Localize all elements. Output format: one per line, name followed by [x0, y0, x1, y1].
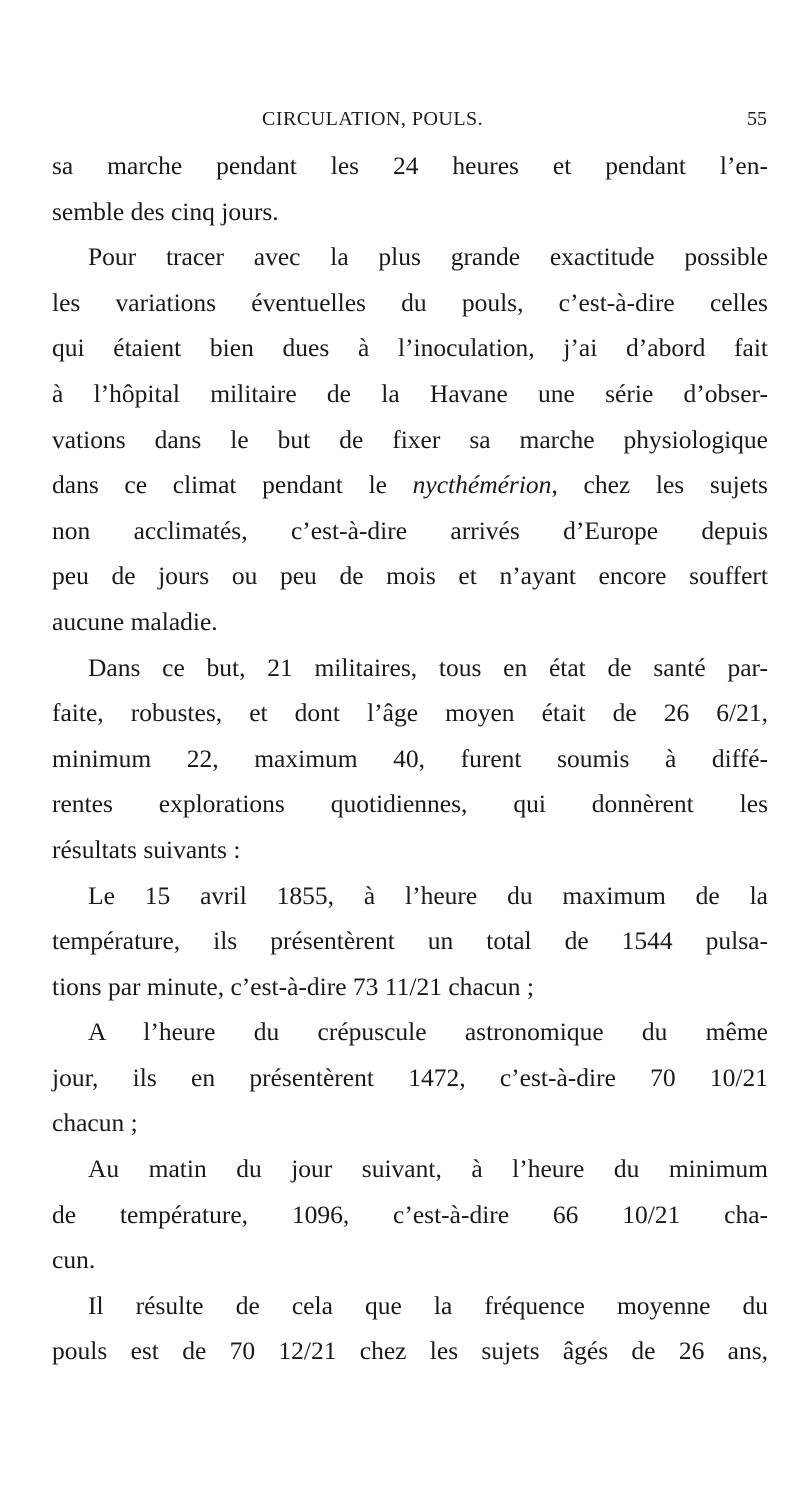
text-line: chacun ;: [52, 1108, 138, 1138]
text-line: jour, ils en présentèrent 1472, c’est-à-dire 70 10/21: [52, 1062, 768, 1092]
text-line: pouls est de 70 12/21 chez les sujets âgés de 26 ans,: [52, 1336, 768, 1366]
text-line: résultats suivants :: [52, 834, 241, 864]
paragraph-start-line: Le 15 avril 1855, à l’heure du maximum de la: [88, 880, 768, 910]
text-line: vations dans le but de fixer sa marche physiologique: [52, 424, 768, 454]
text-line: non acclimatés, c’est-à-dire arrivés d’Europe depuis: [52, 515, 768, 545]
text-line: température, ils présentèrent un total de 1544 pulsa-: [52, 926, 768, 956]
text-line: sa marche pendant les 24 heures et pendant l’en-: [52, 151, 768, 180]
paragraph-start-line: Pour tracer avec la plus grande exactitude possible: [88, 242, 768, 272]
italic-term: nycthémérion: [412, 470, 552, 500]
paragraph-start-line: A l’heure du crépuscule astronomique du même: [88, 1017, 768, 1047]
text-line: minimum 22, maximum 40, furent soumis à diffé-: [52, 743, 768, 773]
text-line: peu de jours ou peu de mois et n’ayant encore souffert: [52, 561, 768, 591]
paragraph-start-line: Au matin du jour suivant, à l’heure du minimum: [88, 1154, 768, 1184]
text-segment: , chez les sujets: [551, 470, 768, 500]
paragraph-start-line: Il résulte de cela que la fréquence moyenne du: [88, 1290, 768, 1320]
text-line: à l’hôpital militaire de la Havane une série d’obser-: [52, 378, 768, 408]
text-line: cun.: [52, 1245, 96, 1275]
paragraph-start-line: Dans ce but, 21 militaires, tous en état de santé par-: [88, 652, 768, 682]
text-line: faite, robustes, et dont l’âge moyen était de 26 6/21,: [52, 698, 768, 728]
text-line: semble des cinq jours.: [52, 196, 279, 226]
text-line: qui étaient bien dues à l’inoculation, j’ai d’abord fait: [52, 333, 768, 363]
running-title: CIRCULATION, POULS.: [262, 108, 484, 130]
text-line: tions par minute, c’est-à-dire 73 11/21 chacun ;: [52, 971, 534, 1001]
text-segment: dans ce climat pendant le: [52, 470, 413, 500]
text-line: [52, 462, 768, 508]
page-number: 55: [747, 108, 767, 130]
text-line: de température, 1096, c’est-à-dire 66 10/21 cha-: [52, 1199, 768, 1229]
text-line: rentes explorations quotidiennes, qui donnèrent les: [52, 789, 768, 819]
running-header: [52, 108, 767, 134]
text-line: les variations éventuelles du pouls, c’est-à-dire celles: [52, 287, 768, 317]
text-line: aucune maladie.: [52, 606, 218, 636]
body-text: [52, 143, 768, 1374]
